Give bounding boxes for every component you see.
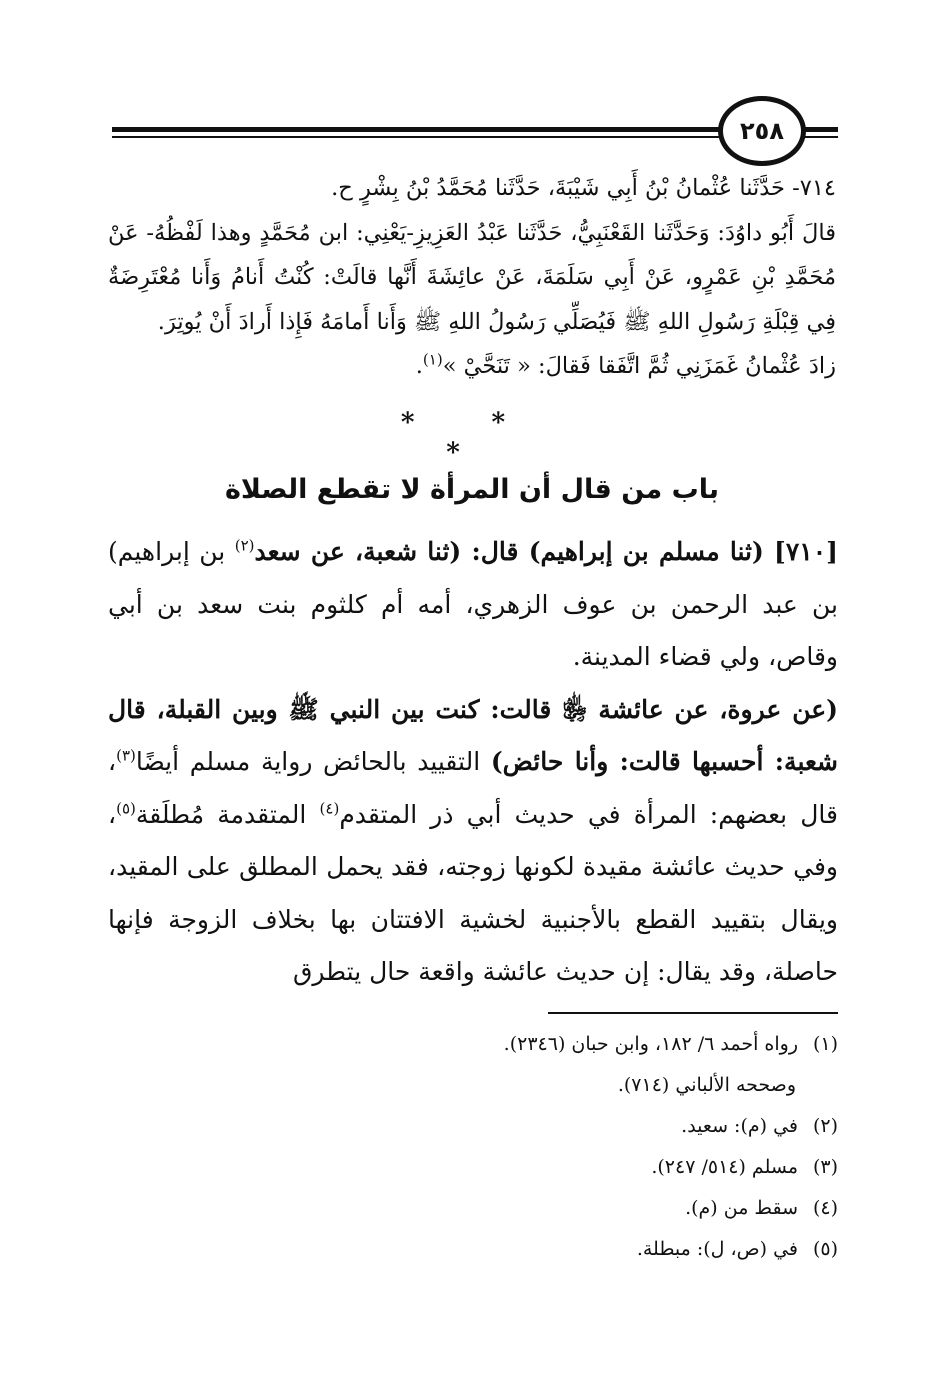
commentary-paragraph-2	[108, 684, 838, 999]
commentary-p2-text-3: المتقدمة مُطلَقة	[135, 799, 320, 829]
commentary-p2-text-1: التقييد بالحائض رواية مسلم أيضًا	[135, 747, 491, 776]
footnote-ref-3: (٣)	[116, 746, 136, 765]
hadith-matn: قالَ أَبُو داوُدَ: وَحَدَّثَنا القَعْنَبِيُّ، حَدَّثَنا عَبْدُ العَزِيزِ-يَعْنِي: ابن مُحَمَّدٍ وهذا لَفْظُهُ- عَنْ مُحَمَّدِ بْنِ عَمْرٍو، عَنْ أَبِي سَلَمَةَ، عَنْ عائِشَةَ أَنَّها قالَتْ: كُنْتُ أَنامُ وَأَنا مُعْتَرِضَةٌ فِي قِبْلَةِ رَسُولِ اللهِ ﷺ فَيُصَلِّي رَسُولُ اللهِ ﷺ وَأَنا أَمامَهُ فَإِذا أَرادَ أَنْ يُوتِرَ.	[108, 219, 836, 335]
footnote-number: (٢)	[812, 1115, 838, 1137]
commentary-p1-rest: بن إبراهيم) بن عبد الرحمن بن عوف الزهري، أمه أم كلثوم بنت سعد بن أبي وقاص، ولي قضاء المدينة.	[108, 537, 838, 671]
header-rule-thick	[112, 127, 724, 132]
footnote-number: (٤)	[812, 1197, 838, 1219]
header-rule-thin	[112, 136, 724, 138]
commentary-p2-text-2: ، قال بعضهم: المرأة في حديث أبي ذر المتقدم	[108, 747, 838, 829]
footnotes	[300, 1024, 838, 1270]
footnote-item	[300, 1229, 838, 1270]
commentary-paragraph-1	[108, 526, 838, 684]
footnote-ref-4: (٤)	[319, 799, 340, 818]
section-separator: * * *	[400, 408, 540, 468]
chapter-title: باب من قال أن المرأة لا تقطع الصلاة	[224, 474, 720, 505]
hadith-714	[108, 166, 836, 389]
footnote-number: (١)	[812, 1033, 838, 1055]
footnote-item	[300, 1106, 838, 1147]
footnote-item	[300, 1147, 838, 1188]
footnote-text: في (ص، ل): مبطلة.	[636, 1238, 798, 1260]
footnote-ref-1: (١)	[422, 350, 443, 369]
footnote-item	[300, 1188, 838, 1229]
commentary-p2-bold: (عن عروة، عن عائشة ﵂ قالت: كنت بين النبي ﷺ وبين القبلة، قال شعبة: أحسبها قالت: وأنا حائض)	[108, 694, 838, 776]
hadith-isnad-line: ٧١٤- حَدَّثَنا عُثْمانُ بْنُ أَبِي شَيْبَةَ، حَدَّثَنا مُحَمَّدُ بْنُ بِشْرٍ ح.	[331, 175, 836, 201]
commentary-p1-bold: [٧١٠] (ثنا مسلم بن إبراهيم) قال: (ثنا شعبة، عن سعد	[254, 537, 838, 566]
page-number: ٢٥٨	[718, 96, 806, 166]
footnote-text: رواه أحمد ٦/ ١٨٢، وابن حبان (٢٣٤٦).	[503, 1033, 798, 1055]
commentary-p2-text-4: ، وفي حديث عائشة مقيدة لكونها زوجته، فقد يحمل المطلق على المقيد، ويقال بتقييد القطع بالأجنبية لخشية الافتتان بها بخلاف الزوجة فإنها حاصلة، وقد يقال: إن حديث عائشة واقعة حال يتطرق	[108, 799, 838, 986]
hadith-addition-text: زادَ عُثْمانُ غَمَزَنِي ثُمَّ اتَّفَقا فَقالَ: « تَنَحَّيْ »	[442, 353, 836, 379]
footnote-text: مسلم (٥١٤/ ٢٤٧).	[651, 1156, 798, 1178]
footnote-text: سقط من (م).	[685, 1197, 798, 1219]
footnote-continuation	[300, 1065, 838, 1106]
hadith-addition-end: .	[415, 353, 423, 379]
footnote-ref-5: (٥)	[116, 799, 136, 818]
footnote-divider	[548, 1012, 838, 1014]
footnote-ref-2: (٢)	[234, 536, 255, 555]
footnote-text: وصححه الألباني (٧١٤).	[617, 1074, 796, 1096]
header-rule	[112, 124, 724, 142]
footnote-number: (٥)	[812, 1238, 838, 1260]
commentary	[108, 526, 838, 999]
footnote-text: في (م): سعيد.	[681, 1115, 798, 1137]
hadith-addition	[108, 344, 836, 389]
header-rule-right-thin	[800, 136, 838, 138]
footnote-item	[300, 1024, 838, 1065]
footnote-number: (٣)	[812, 1156, 838, 1178]
